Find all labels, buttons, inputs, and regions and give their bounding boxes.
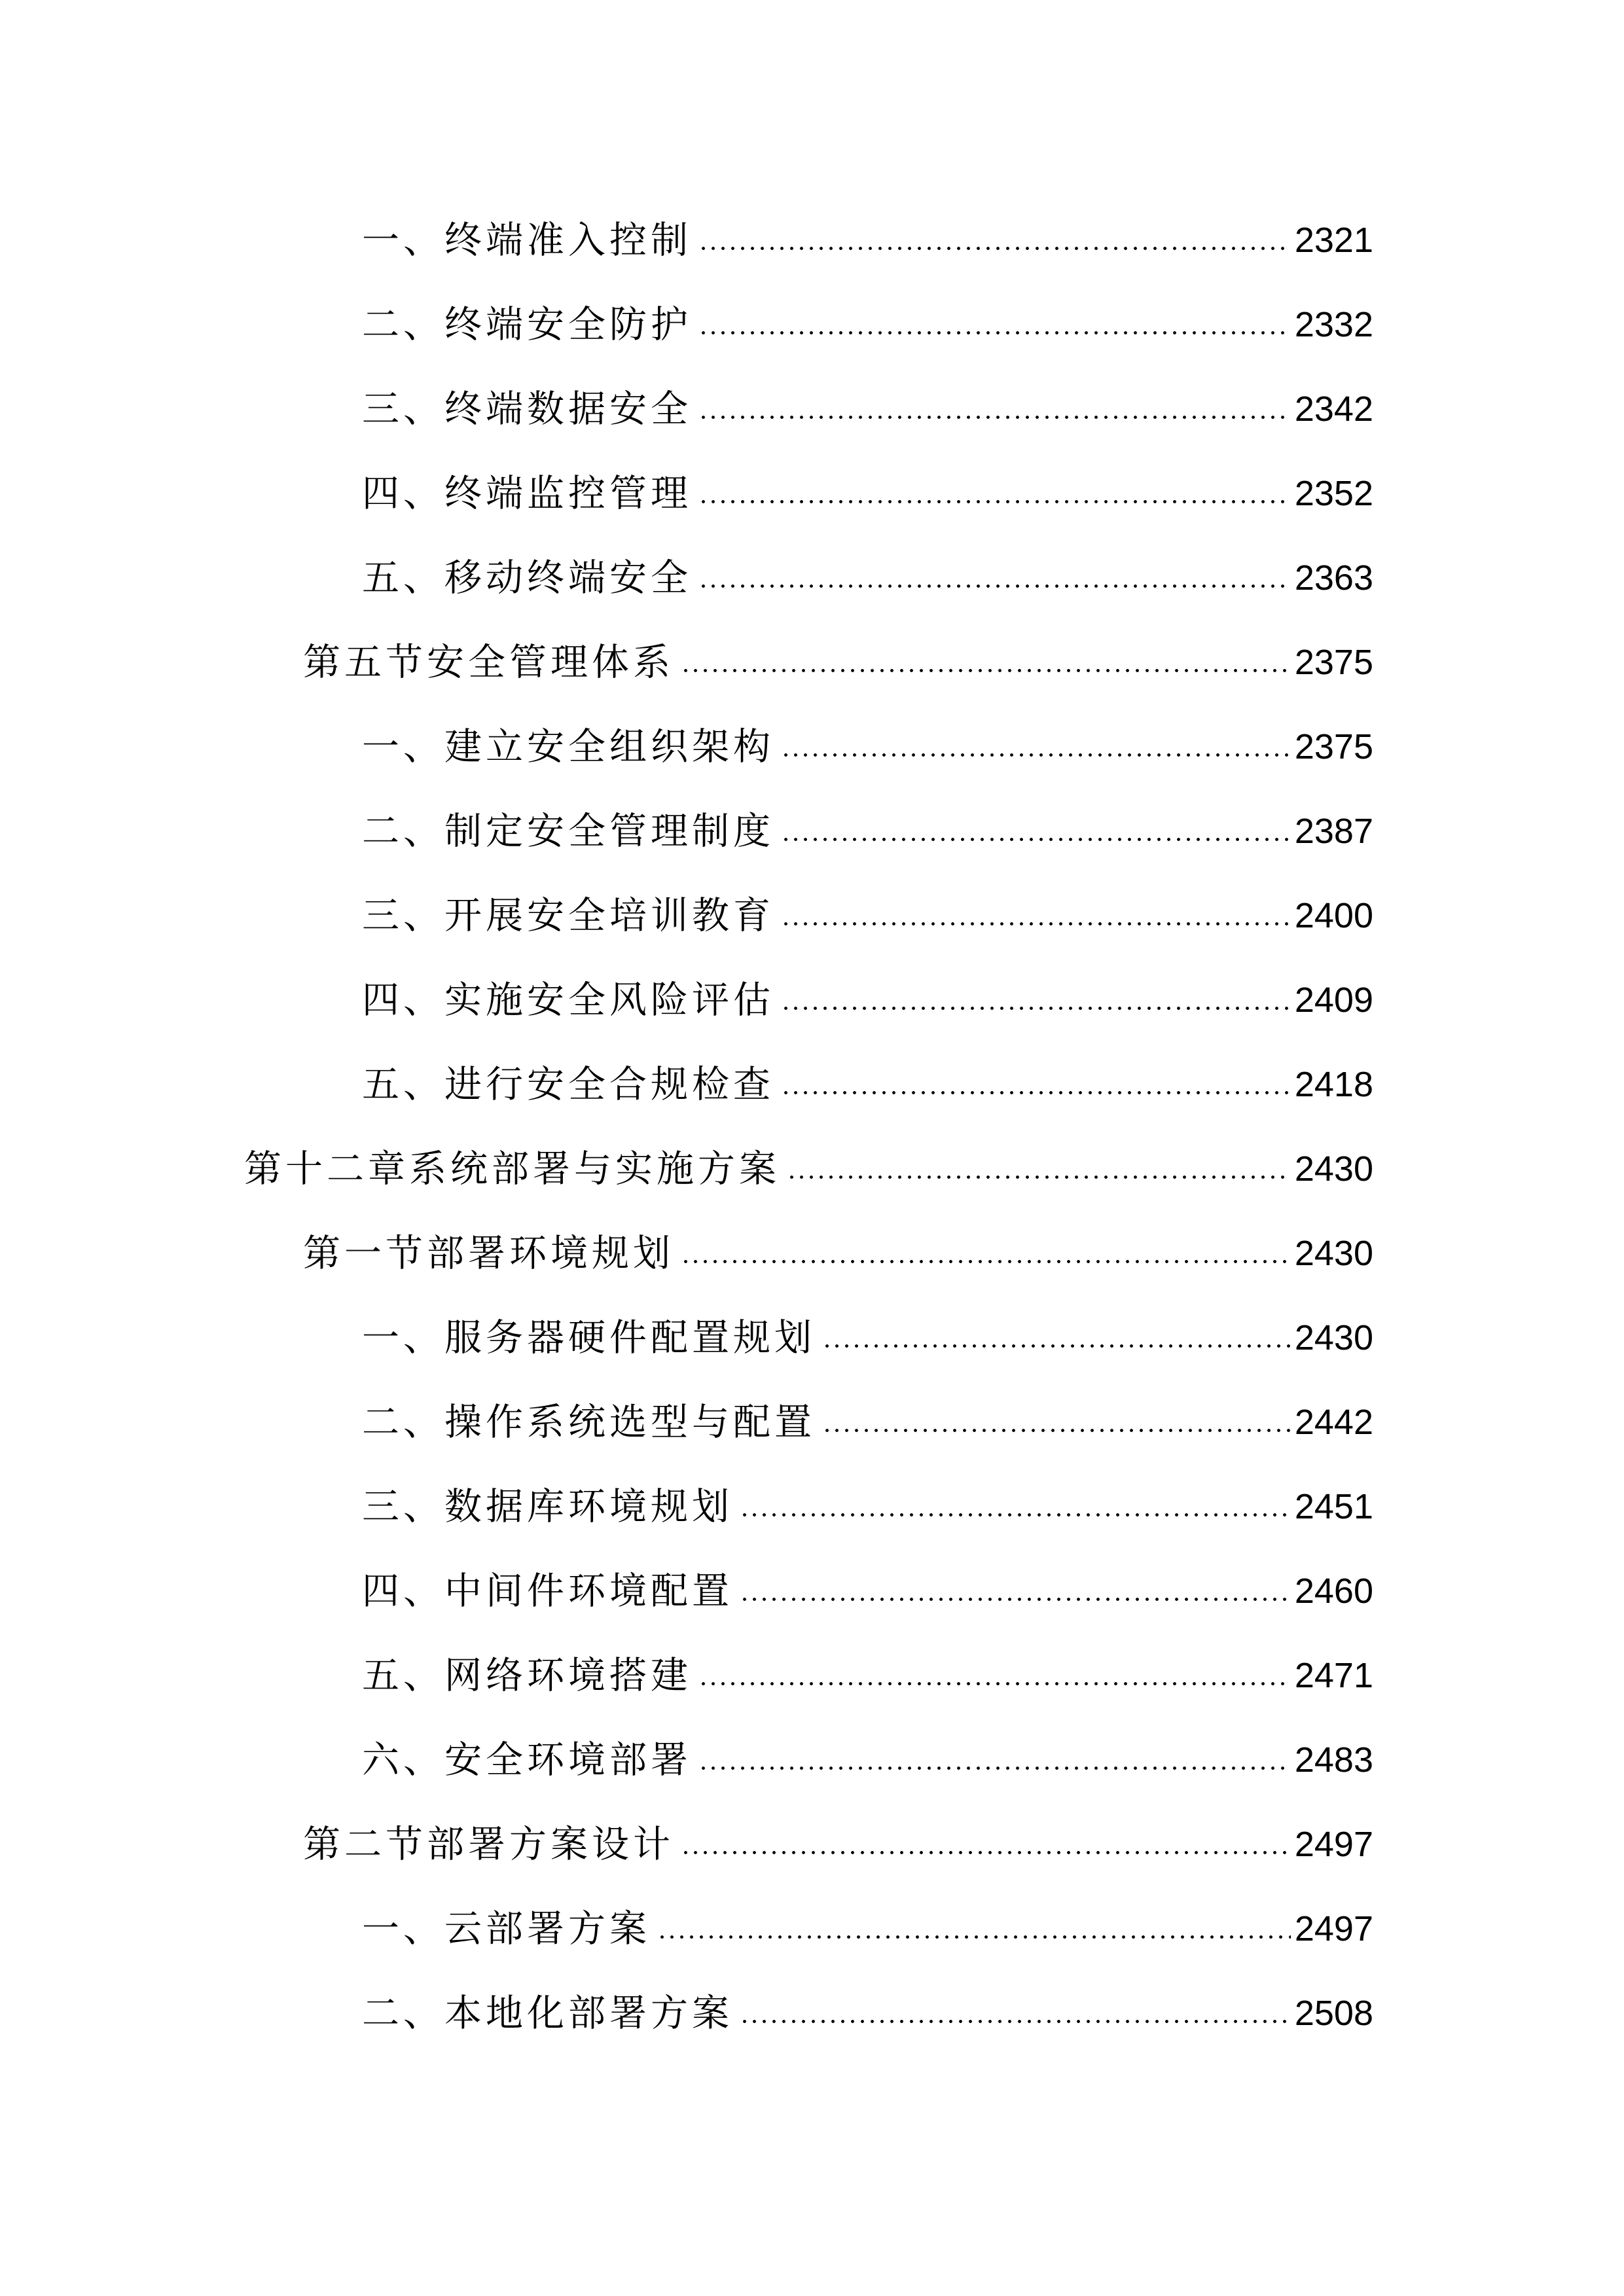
toc-page-number: 2497 [1294, 1825, 1373, 1864]
toc-entry-title: 四、实施安全风险评估 [362, 978, 774, 1022]
toc-page-number: 2442 [1294, 1403, 1373, 1442]
toc-entry[interactable] [303, 1224, 1373, 1283]
toc-page-number: 2430 [1294, 1318, 1373, 1357]
toc-page-number: 2451 [1294, 1487, 1373, 1526]
toc-page-number: 2332 [1294, 305, 1373, 344]
toc-page-number: 2430 [1294, 1234, 1373, 1273]
toc-entry[interactable] [362, 1477, 1373, 1536]
toc-entry[interactable] [362, 211, 1373, 270]
toc-dot-leader [781, 1007, 1291, 1010]
toc-entry[interactable] [362, 1899, 1373, 1958]
toc-page-number: 2321 [1294, 221, 1373, 260]
toc-dot-leader [657, 1935, 1291, 1939]
toc-entry-title: 三、数据库环境规划 [362, 1484, 733, 1528]
toc-page-number: 2508 [1294, 1994, 1373, 2033]
toc-dot-leader [681, 1260, 1291, 1263]
toc-page-number: 2400 [1294, 896, 1373, 935]
toc-page-number: 2342 [1294, 389, 1373, 429]
toc-page-number: 2483 [1294, 1740, 1373, 1780]
toc-entry[interactable] [362, 1393, 1373, 1452]
toc-dot-leader [698, 1767, 1291, 1770]
toc-dot-leader [781, 1091, 1291, 1094]
toc-page-number: 2363 [1294, 558, 1373, 598]
toc-entry[interactable] [362, 1646, 1373, 1705]
toc-entry-title: 一、服务器硬件配置规划 [362, 1316, 816, 1359]
toc-entry-title: 四、中间件环境配置 [362, 1569, 733, 1613]
toc-page-number: 2409 [1294, 980, 1373, 1020]
toc-dot-leader [822, 1344, 1291, 1348]
toc-dot-leader [781, 753, 1291, 757]
toc-entry-title: 第五节安全管理体系 [303, 640, 674, 684]
toc-entry[interactable] [362, 886, 1373, 945]
toc-entry[interactable] [362, 1562, 1373, 1621]
toc-entry-title: 三、终端数据安全 [362, 387, 692, 431]
toc-entry[interactable] [362, 380, 1373, 439]
toc-entry-title: 四、终端监控管理 [362, 471, 692, 515]
toc-entry[interactable] [362, 1055, 1373, 1114]
toc-entry-title: 二、本地化部署方案 [362, 1991, 733, 2035]
toc-page-number: 2418 [1294, 1065, 1373, 1104]
toc-dot-leader [822, 1429, 1291, 1432]
toc-entry-title: 二、终端安全防护 [362, 302, 692, 346]
toc-entry[interactable] [303, 633, 1373, 692]
toc-dot-leader [698, 247, 1291, 250]
toc-dot-leader [740, 2020, 1291, 2023]
toc-entry-title: 五、进行安全合规检查 [362, 1062, 774, 1106]
toc-dot-leader [787, 1175, 1291, 1179]
toc-dot-leader [681, 1851, 1291, 1854]
toc-entry-title: 第一节部署环境规划 [303, 1231, 674, 1275]
toc-entry-title: 一、建立安全组织架构 [362, 725, 774, 768]
toc-entry[interactable] [362, 548, 1373, 607]
toc-dot-leader [740, 1513, 1291, 1516]
toc-entry[interactable] [362, 971, 1373, 1030]
toc-dot-leader [740, 1598, 1291, 1601]
toc-dot-leader [698, 416, 1291, 419]
toc-entry[interactable] [362, 1731, 1373, 1789]
toc-entry-title: 二、操作系统选型与配置 [362, 1400, 816, 1444]
toc-dot-leader [781, 922, 1291, 925]
toc-dot-leader [781, 838, 1291, 841]
toc-entry-title: 一、云部署方案 [362, 1907, 651, 1950]
toc-page-number: 2471 [1294, 1656, 1373, 1695]
toc-dot-leader [698, 1682, 1291, 1685]
toc-page-number: 2460 [1294, 1571, 1373, 1611]
toc-page-number: 2430 [1294, 1149, 1373, 1189]
toc-dot-leader [698, 584, 1291, 588]
toc-page-number: 2387 [1294, 812, 1373, 851]
toc-page-number: 2352 [1294, 474, 1373, 513]
toc-entry-title: 五、移动终端安全 [362, 556, 692, 600]
toc-dot-leader [698, 500, 1291, 503]
toc-dot-leader [698, 331, 1291, 334]
toc-entry[interactable] [303, 1815, 1373, 1874]
toc-entry-title: 三、开展安全培训教育 [362, 893, 774, 937]
toc-entry[interactable] [362, 802, 1373, 861]
toc-entry-title: 一、终端准入控制 [362, 218, 692, 262]
toc-page-number: 2375 [1294, 727, 1373, 766]
toc-entry[interactable] [362, 464, 1373, 523]
toc-entry-title: 第二节部署方案设计 [303, 1822, 674, 1866]
toc-entry-title: 六、安全环境部署 [362, 1738, 692, 1782]
toc-entry[interactable] [362, 717, 1373, 776]
toc-entry[interactable] [362, 1984, 1373, 2043]
toc-entry-title: 五、网络环境搭建 [362, 1653, 692, 1697]
toc-entry-title: 二、制定安全管理制度 [362, 809, 774, 853]
toc-entry[interactable] [362, 1308, 1373, 1367]
toc-dot-leader [681, 669, 1291, 672]
toc-page-number: 2497 [1294, 1909, 1373, 1948]
toc-entry[interactable] [244, 1139, 1373, 1198]
toc-entry[interactable] [362, 295, 1373, 354]
toc-page-number: 2375 [1294, 643, 1373, 682]
toc-entry-title: 第十二章系统部署与实施方案 [244, 1147, 780, 1191]
